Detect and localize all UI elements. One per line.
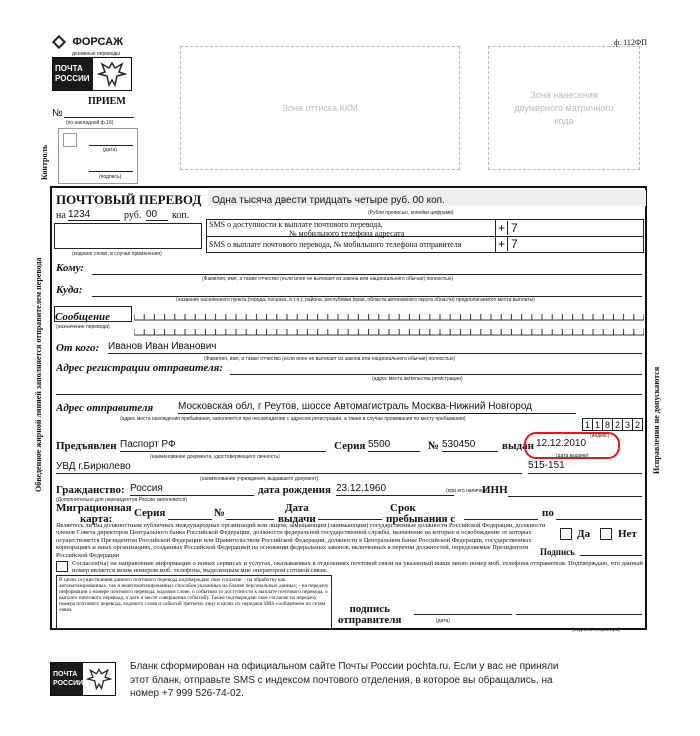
amount-words-field[interactable]: Одна тысяча двести тридцать четыре руб. 00 коп.	[208, 190, 646, 206]
index-digit: 8	[602, 419, 612, 431]
migr-karta-label: Миграционная карта:	[56, 502, 132, 525]
index-digit: 2	[612, 419, 622, 431]
form-code: ф. 112ФП	[614, 38, 647, 47]
soobshchenie-label: Сообщение	[55, 311, 111, 323]
kod-podrazdeleniya[interactable]: 515-151	[528, 460, 565, 471]
pochta-logo: ПОЧТА РОССИИ	[52, 57, 132, 91]
kop-field[interactable]: 00	[146, 209, 168, 221]
footer-text: Бланк сформирован на официальном сайте Почты России pochta.ru. Если у вас не приняли этот бланк, отправьте SMS с индексом почтового отделения, в которое вы обращались, на номер +7 999 526-74-02.	[130, 661, 559, 699]
kuda-label: Куда:	[56, 284, 83, 296]
eagle-icon	[93, 58, 131, 90]
sms-recipient-phone[interactable]: + 7	[496, 219, 644, 237]
kontrol-box: (дата) (подпись)	[58, 128, 138, 184]
seriya-field[interactable]: 5500	[368, 439, 420, 452]
pdl-no-checkbox[interactable]	[600, 528, 612, 540]
seriya-label: Серия	[334, 440, 366, 452]
index-field[interactable]	[582, 418, 643, 431]
footer-logo: ПОЧТА РОССИИ	[50, 662, 116, 696]
forsazh-logo: $^{ФОРСАЖ}$ денежные переводы	[52, 36, 132, 54]
migr-nomer-field[interactable]	[226, 519, 274, 520]
sms-sender-phone[interactable]: + 7	[496, 237, 644, 253]
adres-reg-field-2[interactable]	[56, 394, 642, 395]
kontrol-checkbox[interactable]	[63, 133, 77, 147]
index-digit: 1	[592, 419, 602, 431]
pdl-yes-checkbox[interactable]	[560, 528, 572, 540]
consent-checkbox[interactable]	[56, 561, 68, 572]
soobshchenie-grid	[134, 308, 644, 338]
priem-label: ПРИЕМ	[88, 96, 126, 107]
inn-field[interactable]	[508, 496, 642, 497]
index-digit: 1	[582, 419, 592, 431]
form-title: ПОЧТОВЫЙ ПЕРЕВОД	[56, 192, 202, 207]
highlight-oval	[524, 432, 620, 459]
footer-eagle-icon	[83, 663, 115, 695]
kkm-zone: Зона оттиска ККМ	[180, 46, 460, 170]
adres-otpr-label: Адрес отправителя	[56, 402, 154, 414]
migr-date-field[interactable]	[318, 519, 382, 520]
ot-kogo-field[interactable]: Иванов Иван Иванович	[108, 341, 642, 354]
adres-reg-label: Адрес регистрации отправителя:	[56, 362, 223, 374]
sms-block: SMS о доступности к выплате почтового перевода, № мобильного телефона адресата SMS о выплате почтового перевода, № мобильного телефона отправителя + 7 + 7	[206, 219, 646, 253]
adres-otpr-field[interactable]: Московская обл, г Реутов, шоссе Автомагистраль Москва-Нижний Новгород	[178, 401, 576, 414]
rub-field[interactable]: 1234	[68, 209, 120, 221]
grazhdanstvo-label: Гражданство:	[56, 484, 125, 496]
sender-signature-label: подпись отправителя	[338, 603, 402, 626]
stay-from-field[interactable]	[464, 519, 538, 520]
barcode-zone: Зона нанесения двумерного матричного кода	[488, 46, 640, 170]
vydan-date-field[interactable]: 12.12.2010	[536, 438, 587, 449]
predyavlen-field[interactable]: Паспорт РФ	[120, 439, 326, 452]
index-digit: 2	[632, 419, 642, 431]
nomer-field[interactable]: 530450	[442, 439, 498, 452]
sender-signature-field[interactable]	[414, 614, 512, 615]
stay-to-field[interactable]	[556, 519, 642, 520]
code-word-field[interactable]	[54, 223, 202, 249]
ot-kogo-label: От кого:	[56, 342, 100, 354]
priem-number-label: №	[52, 108, 63, 119]
vydan-label: выдан	[502, 440, 534, 452]
birth-date-field[interactable]: 23.12.1960	[336, 483, 454, 496]
forsazh-icon	[52, 35, 66, 49]
pdl-question: Являетесь ли Вы должностным публичных международных организаций или лицом, замещающим (занимающим) государственные должности Российской Федерации, должности членов Совета директоров Центрального банка Российской Федерации, должности федеральной государственной службы, назначение на которые и освобождение от которых осуществляется Президентом Российской Федерации или Правительством Российской Федерации, должности в Центральном банке Российской Федерации, государственных корпорациях и иных организациях, созданных Российской Федерацией на основании федеральных законов, включенных в перечни должностей, определяемые Президентом Российской Федерации	[56, 522, 546, 559]
right-side-note: Исправления не допускаются	[652, 366, 661, 474]
soobshchenie-field[interactable]	[134, 308, 644, 322]
komu-field[interactable]	[92, 274, 642, 275]
pdl-signature-field[interactable]	[580, 555, 642, 556]
migr-seriya-field[interactable]	[168, 519, 212, 520]
komu-label: Кому:	[56, 262, 85, 274]
consent-text: Согласен(на) на направление информации о новых сервисах и услугах, оказываемых в отделениях почтовой связи на указанный выше мною номер моб. телефона отправителя. Подтверждаю, что данный номер является моим номером моб. телефона, выделенным мне оператором сотовой связи.	[72, 560, 643, 575]
podpis-label: Подпись	[540, 547, 575, 557]
operator-signature-field[interactable]	[516, 614, 642, 615]
predyavlen-label: Предъявлен	[56, 440, 117, 452]
index-digit: 3	[622, 419, 632, 431]
consent-personal-data: В целях осуществления данного почтового перевода подтверждаю свое согласие: - на обработку как автоматизированных, так и неавтоматизированных способов указанных на бланке персональных данных; - на передачу информации о номере почтового перевода, кодовом слове, о событиях (о доступности к выплате почтового перевода, о выплате почтового перевода, о дате и месте совершения событий). Также подтверждаю свое согласие на передачу номера почтового перевода, кодового слова и событий третьему лицу в целях их передачи SMS-сообщением по сетям связи.	[59, 577, 329, 613]
adres-reg-field[interactable]	[230, 374, 642, 375]
grazhdanstvo-field[interactable]: Россия	[130, 483, 254, 496]
left-side-note: Обведенное жирной линией заполняется отправителем перевода	[34, 257, 43, 493]
priem-number-field[interactable]	[64, 110, 134, 118]
uchrezhdenie-field[interactable]: УВД г.Бирюлево	[56, 461, 522, 474]
